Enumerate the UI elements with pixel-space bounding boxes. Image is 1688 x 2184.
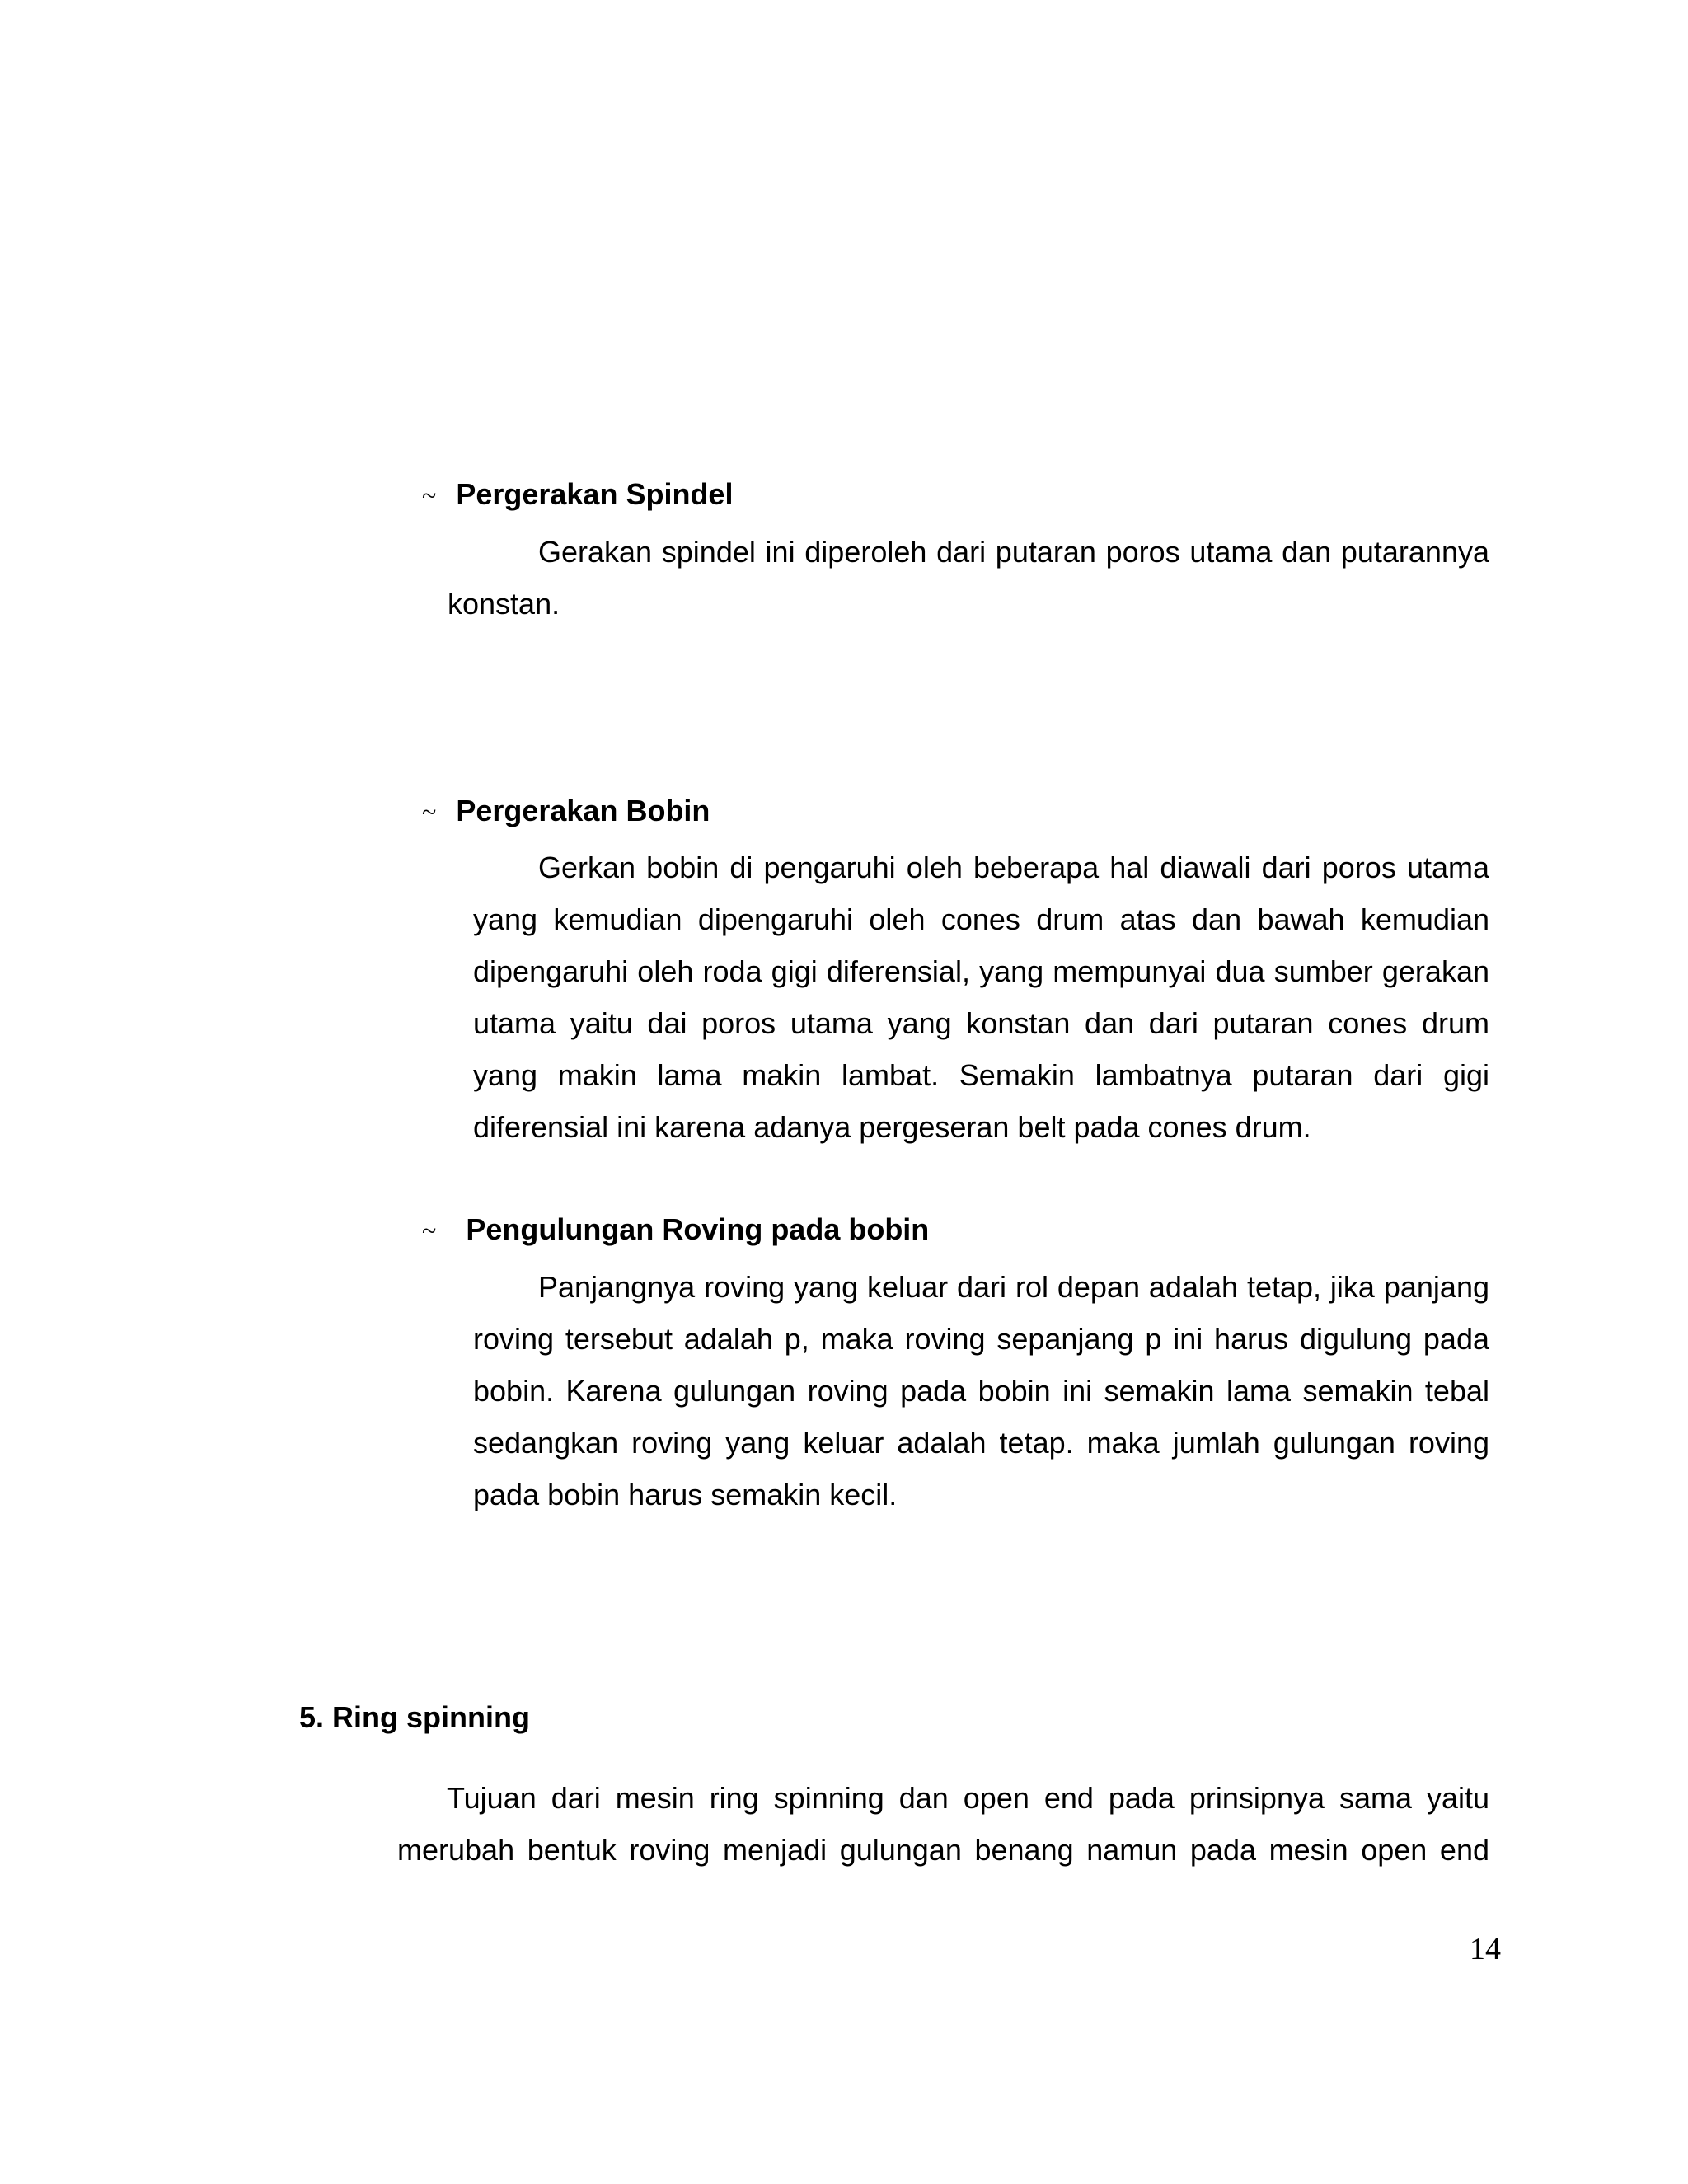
tilde-bullet: ~	[422, 480, 437, 510]
paragraph-line: merubah bentuk roving menjadi gulungan benang namun pada mesin open end	[397, 1833, 1489, 1867]
paragraph-line: Gerakan spindel ini diperoleh dari putaran poros utama dan putarannya	[538, 535, 1489, 569]
paragraph-line: roving tersebut adalah p, maka roving sepanjang p ini harus digulung pada	[473, 1322, 1489, 1356]
heading-text: Pergerakan Bobin	[456, 794, 710, 827]
heading-text: Pergerakan Spindel	[456, 477, 734, 511]
paragraph-line: yang makin lama makin lambat. Semakin lambatnya putaran dari gigi	[473, 1058, 1489, 1092]
paragraph-line: Gerkan bobin di pengaruhi oleh beberapa hal diawali dari poros utama	[538, 851, 1489, 884]
heading-text: Pengulungan Roving pada bobin	[466, 1212, 930, 1246]
paragraph-line: konstan.	[448, 587, 560, 621]
paragraph-line: bobin. Karena gulungan roving pada bobin ini semakin lama semakin tebal	[473, 1374, 1489, 1408]
paragraph-line: Panjangnya roving yang keluar dari rol depan adalah tetap, jika panjang	[538, 1270, 1489, 1304]
section-heading-pengulungan	[422, 1212, 929, 1249]
paragraph-line: diferensial ini karena adanya pergeseran belt pada cones drum.	[473, 1110, 1311, 1144]
paragraph-line: sedangkan roving yang keluar adalah tetap. maka jumlah gulungan roving	[473, 1426, 1489, 1460]
paragraph-line: utama yaitu dai poros utama yang konstan dan dari putaran cones drum	[473, 1006, 1489, 1040]
section-heading-spindel	[422, 476, 733, 513]
paragraph-line: Tujuan dari mesin ring spinning dan open end pada prinsipnya sama yaitu	[447, 1781, 1489, 1815]
paragraph-ring-spinning	[397, 1772, 1489, 1876]
section-heading-bobin	[422, 793, 710, 830]
paragraph-line: pada bobin harus semakin kecil.	[473, 1478, 898, 1511]
page-number: 14	[1470, 1932, 1501, 1966]
tilde-bullet: ~	[422, 797, 437, 827]
paragraph-bobin	[473, 841, 1489, 1153]
paragraph-spindel	[448, 526, 1489, 630]
tilde-bullet: ~	[422, 1216, 437, 1245]
paragraph-pengulungan	[473, 1261, 1489, 1521]
paragraph-line: yang kemudian dipengaruhi oleh cones drum atas dan bawah kemudian	[473, 902, 1489, 936]
chapter-title: 5. Ring spinning	[299, 1700, 530, 1734]
paragraph-line: dipengaruhi oleh roda gigi diferensial, yang mempunyai dua sumber gerakan	[473, 954, 1489, 988]
